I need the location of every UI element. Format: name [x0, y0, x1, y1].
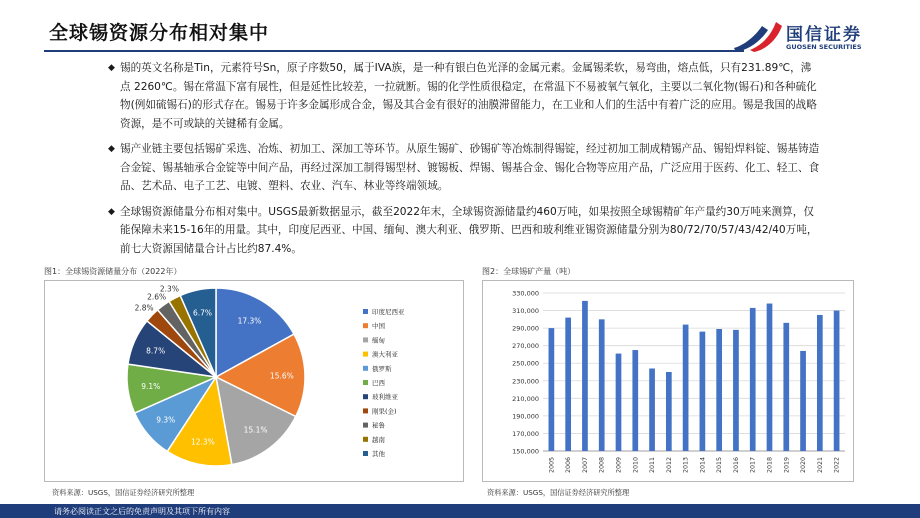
bar-2007: [582, 301, 588, 451]
legend-label-2: 缅甸: [372, 336, 385, 345]
pie-data-label-1: 15.6%: [269, 371, 294, 381]
x-tick-label-2012: 2012: [665, 457, 673, 474]
bullet-item: [108, 140, 820, 196]
x-tick-label-2007: 2007: [581, 457, 589, 474]
legend-swatch-4: [363, 366, 368, 371]
x-tick-label-2011: 2011: [649, 457, 657, 474]
brand-logo: [732, 18, 892, 58]
figure-2-caption: 图2：全球锡矿产量（吨）: [482, 267, 576, 276]
y-tick-label-2: 190,000: [512, 412, 539, 421]
bar-2015: [716, 329, 722, 451]
pie-data-label-2: 15.1%: [243, 425, 268, 435]
pie-data-label-6: 8.7%: [146, 346, 166, 356]
bar-2018: [767, 304, 773, 451]
pie-data-label-8: 2.6%: [147, 292, 167, 302]
diamond-icon: ◆: [108, 206, 115, 217]
legend-swatch-1: [363, 323, 368, 328]
logo-text-cn: 国信证券: [786, 25, 862, 45]
pie-chart: [45, 281, 465, 483]
legend-swatch-7: [363, 408, 368, 413]
bullet-list: [108, 59, 820, 265]
y-tick-label-5: 250,000: [512, 359, 539, 368]
legend-label-9: 越南: [372, 435, 385, 444]
bar-2014: [700, 332, 706, 451]
bar-2006: [565, 318, 571, 451]
x-tick-label-2006: 2006: [565, 457, 573, 474]
x-tick-label-2022: 2022: [833, 457, 841, 474]
x-tick-label-2009: 2009: [615, 457, 623, 474]
footer-disclaimer: 请务必阅读正文之后的免责声明及其项下所有内容: [54, 507, 230, 516]
y-tick-label-4: 230,000: [512, 377, 539, 386]
figure-2-source: 资料来源：USGS，国信证券经济研究所整理: [487, 488, 630, 497]
bar-2005: [549, 328, 555, 451]
x-tick-label-2005: 2005: [548, 457, 556, 474]
logo-text-en: GUOSEN SECURITIES: [786, 43, 862, 51]
legend-swatch-9: [363, 437, 368, 442]
bullet-item: [108, 59, 820, 133]
legend-label-3: 澳大利亚: [372, 350, 398, 359]
y-tick-label-0: 150,000: [512, 447, 539, 456]
legend-label-0: 印度尼西亚: [372, 308, 405, 316]
bar-2019: [783, 323, 789, 451]
x-tick-label-2018: 2018: [766, 457, 774, 474]
legend-swatch-2: [363, 337, 368, 342]
legend-label-8: 秘鲁: [372, 421, 385, 430]
x-tick-label-2016: 2016: [732, 457, 740, 474]
figure-1-source: 资料来源：USGS，国信证券经济研究所整理: [52, 488, 195, 497]
diamond-icon: ◆: [108, 63, 115, 73]
legend-swatch-5: [363, 380, 368, 385]
y-tick-label-6: 270,000: [512, 342, 539, 351]
pie-data-label-4: 9.3%: [156, 415, 176, 425]
x-tick-label-2008: 2008: [598, 457, 606, 474]
bar-2020: [800, 351, 806, 451]
bar-2021: [817, 315, 823, 451]
title-rule: [44, 50, 744, 52]
bar-2022: [834, 311, 840, 451]
legend-label-1: 中国: [372, 322, 385, 331]
bar-2011: [649, 368, 655, 451]
pie-data-label-7: 2.8%: [134, 303, 154, 313]
legend-label-6: 玻利维亚: [372, 393, 398, 402]
bullet-text: 锡的英文名称是Tin，元素符号Sn，原子序数50，属于IVA族，是一种有银白色光泽的金属元素。金属锡柔软，易弯曲，熔点低，只有231.89℃，沸点 2260℃。锡在常温下富有展性，但是延性比较差，一拉就断。锡的化学性质很稳定，在常温下不易被氧气氧化，主要以二氧化物(锡石)和各种硫化物(例如硫锡石)的形式存在。锡易于许多金属形成合金，锡及其合金有很好的油膜滞留能力，在工业和人们的生活中有着广泛的应用。锡是我国的战略资源，是不可或缺的关键稀有金属。: [120, 62, 817, 130]
x-tick-label-2014: 2014: [699, 457, 707, 474]
x-tick-label-2019: 2019: [783, 457, 791, 474]
y-tick-label-9: 330,000: [512, 289, 539, 298]
x-tick-label-2010: 2010: [632, 457, 640, 474]
legend-label-4: 俄罗斯: [372, 364, 392, 373]
bar-2016: [733, 330, 739, 451]
x-tick-label-2015: 2015: [716, 457, 724, 474]
bar-chart-panel: [482, 280, 854, 482]
pie-data-label-0: 17.3%: [237, 316, 262, 326]
y-tick-label-8: 310,000: [512, 307, 539, 316]
legend-swatch-3: [363, 352, 368, 357]
bar-2008: [599, 319, 605, 451]
logo-mark-icon: [732, 18, 782, 52]
bar-2009: [616, 354, 622, 451]
bar-2010: [632, 350, 638, 451]
page-title: 全球锡资源分布相对集中: [49, 22, 270, 44]
pie-data-label-5: 9.1%: [141, 381, 161, 391]
bar-chart: [483, 281, 855, 483]
x-tick-label-2021: 2021: [816, 457, 824, 474]
bullet-text: 全球锡资源储量分布相对集中。USGS最新数据显示，截至2022年末，全球锡资源储量约460万吨，如果按照全球锡精矿年产量约30万吨来测算，仅能保障未来15-16年的用量。其中，印度尼西亚、中国、缅甸、澳大利亚、俄罗斯、巴西和玻利维亚锡资源储量分别为80/72/70/57/43/42/40万吨，前七大资源国储量合计占比约87.4%。: [120, 205, 818, 255]
footer-bar: [0, 504, 920, 518]
x-tick-label-2017: 2017: [749, 457, 757, 474]
legend-label-7: 刚果(金): [372, 407, 397, 416]
legend-swatch-10: [363, 451, 368, 456]
legend-swatch-6: [363, 394, 368, 399]
x-tick-label-2020: 2020: [800, 457, 808, 474]
bar-2013: [683, 325, 689, 451]
legend-swatch-8: [363, 423, 368, 428]
y-tick-label-1: 170,000: [512, 429, 539, 438]
bar-2017: [750, 308, 756, 451]
figure-1-caption: 图1：全球锡资源储量分布（2022年）: [44, 267, 182, 276]
bullet-item: [108, 203, 820, 259]
x-tick-label-2013: 2013: [682, 457, 690, 474]
legend-swatch-0: [363, 309, 368, 314]
pie-data-label-3: 12.3%: [190, 437, 215, 447]
y-tick-label-7: 290,000: [512, 324, 539, 333]
legend-label-5: 巴西: [372, 379, 385, 387]
pie-chart-panel: [44, 280, 464, 482]
bar-2012: [666, 372, 672, 451]
pie-data-label-10: 6.7%: [192, 308, 213, 318]
diamond-icon: ◆: [108, 144, 115, 154]
y-tick-label-3: 210,000: [512, 394, 539, 403]
legend-label-10: 其他: [372, 450, 385, 458]
pie-data-label-9: 2.3%: [159, 284, 179, 294]
bullet-text: 锡产业链主要包括锡矿采选、冶炼、初加工、深加工等环节。从原生锡矿、砂锡矿等冶炼制得锡锭，经过初加工制成精锡产品、锡铅焊料锭、锡基铸造合金锭、锡基轴承合金锭等中间产品，再经过深加工制得锡型材、镀锡板、焊锡、锡基合金、锡化合物等应用产品，广泛应用于医药、化工、轻工、食品、艺术品、电子工艺、电镀、塑料、农业、汽车、林业等终端领域。: [120, 143, 820, 192]
